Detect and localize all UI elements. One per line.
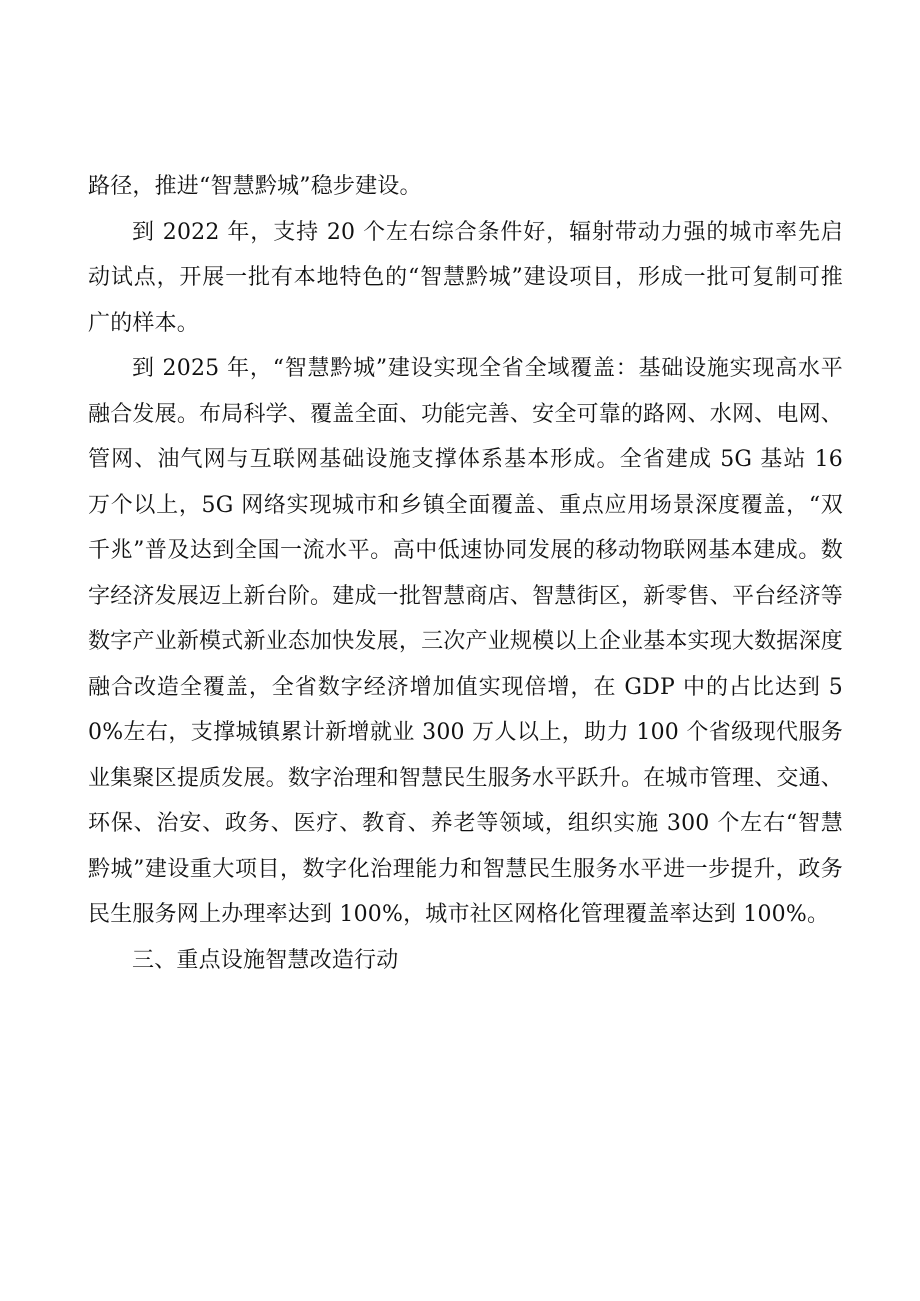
- document-body: [88, 164, 843, 983]
- paragraph-2025-goal: 到 2025 年，“智慧黔城”建设实现全省全域覆盖：基础设施实现高水平融合发展。布局科学、覆盖全面、功能完善、安全可靠的路网、水网、电网、管网、油气网与互联网基础设施支撑体系基本形成。全省建成 5G 基站 16 万个以上，5G 网络实现城市和乡镇全面覆盖、重点应用场景深度覆盖，“双千兆”普及达到全国一流水平。高中低速协同发展的移动物联网基本建成。数字经济发展迈上新台阶。建成一批智慧商店、智慧街区，新零售、平台经济等数字产业新模式新业态加快发展，三次产业规模以上企业基本实现大数据深度融合改造全覆盖，全省数字经济增加值实现倍增，在 GDP 中的占比达到 50%左右，支撑城镇累计新增就业 300 万人以上，助力 100 个省级现代服务业集聚区提质发展。数字治理和智慧民生服务水平跃升。在城市管理、交通、环保、治安、政务、医疗、教育、养老等领域，组织实施 300 个左右“智慧黔城”建设重大项目，数字化治理能力和智慧民生服务水平进一步提升，政务民生服务网上办理率达到 100%，城市社区网格化管理覆盖率达到 100%。: [88, 356, 843, 927]
- paragraph-2022-goal: 到 2022 年，支持 20 个左右综合条件好，辐射带动力强的城市率先启动试点，开展一批有本地特色的“智慧黔城”建设项目，形成一批可复制可推广的样本。: [88, 219, 843, 336]
- section-heading: 三、重点设施智慧改造行动: [132, 947, 399, 973]
- paragraph-continuation: 路径，推进“智慧黔城”稳步建设。: [88, 174, 422, 199]
